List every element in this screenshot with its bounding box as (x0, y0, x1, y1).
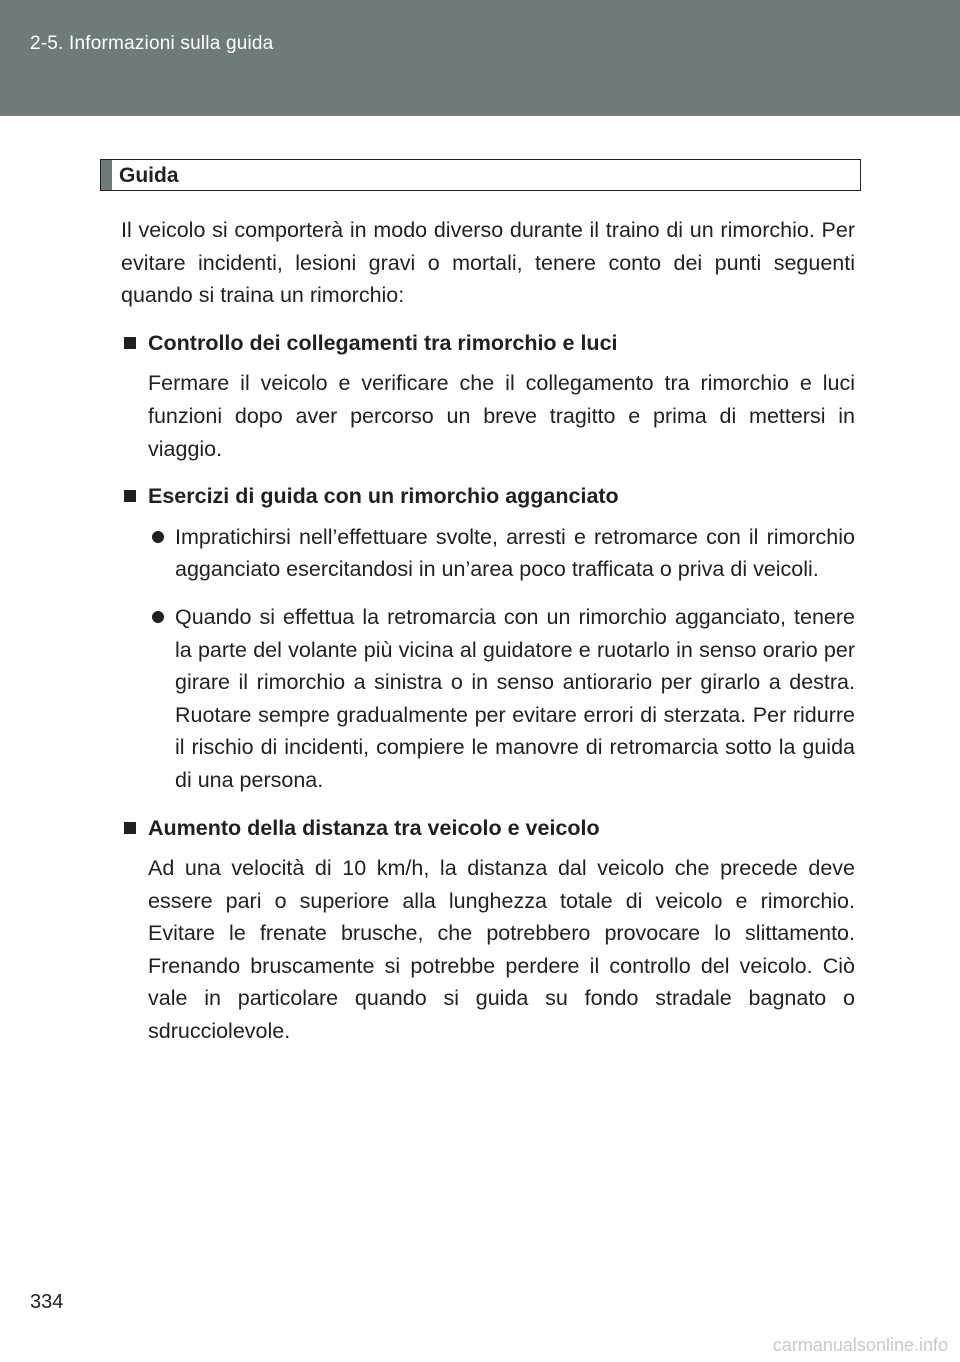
intro-paragraph: Il veicolo si comporterà in modo diverso durante il traino di un rimorchio. Per evitare incidenti, lesioni gravi o mortali, tenere conto dei punti seguenti quando si traina un rimorchio: (121, 218, 855, 308)
item-heading-text: Esercizi di guida con un rimorchio agganciato (148, 484, 619, 509)
watermark: carmanualsonline.info (772, 1335, 948, 1355)
round-bullet-icon (152, 531, 164, 543)
section-title-bar (101, 160, 112, 190)
list-item-text: Impratichirsi nell’effettuare svolte, arresti e retromarce con il rimorchio agganciato esercitandosi in un’area poco trafficata o priva di veicoli. (175, 524, 855, 582)
square-bullet-icon (124, 337, 136, 349)
list-item-text: Quando si effettua la retromarcia con un rimorchio agganciato, tenere la parte del volante più vicina al guidatore e ruotarlo in senso orario per girare il rimorchio a sinistra o in senso antiorario per girarlo a destra. Ruotare sempre gradualmente per evitare errori di sterzata. Per ridurre il rischio di incidenti, compiere le manovre di retromarcia sotto la guida di una persona. (175, 604, 855, 792)
item-heading (121, 327, 855, 360)
square-bullet-icon (124, 490, 136, 502)
list-item (121, 601, 855, 797)
round-bullet-icon (152, 611, 164, 623)
section-title-box (100, 159, 861, 191)
section-title: Guida (119, 164, 179, 187)
item-heading-text: Controllo dei collegamenti tra rimorchio e luci (148, 330, 618, 355)
item-heading-text: Aumento della distanza tra veicolo e veicolo (148, 815, 600, 840)
page-header (0, 0, 960, 116)
item-text: Fermare il veicolo e verificare che il collegamento tra rimorchio e luci funzioni dopo aver percorso un breve tragitto e prima di mettersi in viaggio. (148, 371, 855, 461)
item-heading (121, 812, 855, 845)
item-heading (121, 480, 855, 513)
square-bullet-icon (124, 822, 136, 834)
item-text: Ad una velocità di 10 km/h, la distanza dal veicolo che precede deve essere pari o superiore alla lunghezza totale di veicolo e rimorchio. Evitare le frenate brusche, che potrebbero provocare lo slittamento. Frenando bruscamente si potrebbe perdere il controllo del veicolo. Ciò vale in particolare quando si guida su fondo stradale bagnato o sdrucciolevole. (148, 856, 855, 1044)
page-number: 334 (30, 1291, 64, 1313)
chapter-title: 2-5. Informazioni sulla guida (30, 33, 274, 54)
list-item (121, 521, 855, 586)
main-content (121, 214, 855, 1063)
